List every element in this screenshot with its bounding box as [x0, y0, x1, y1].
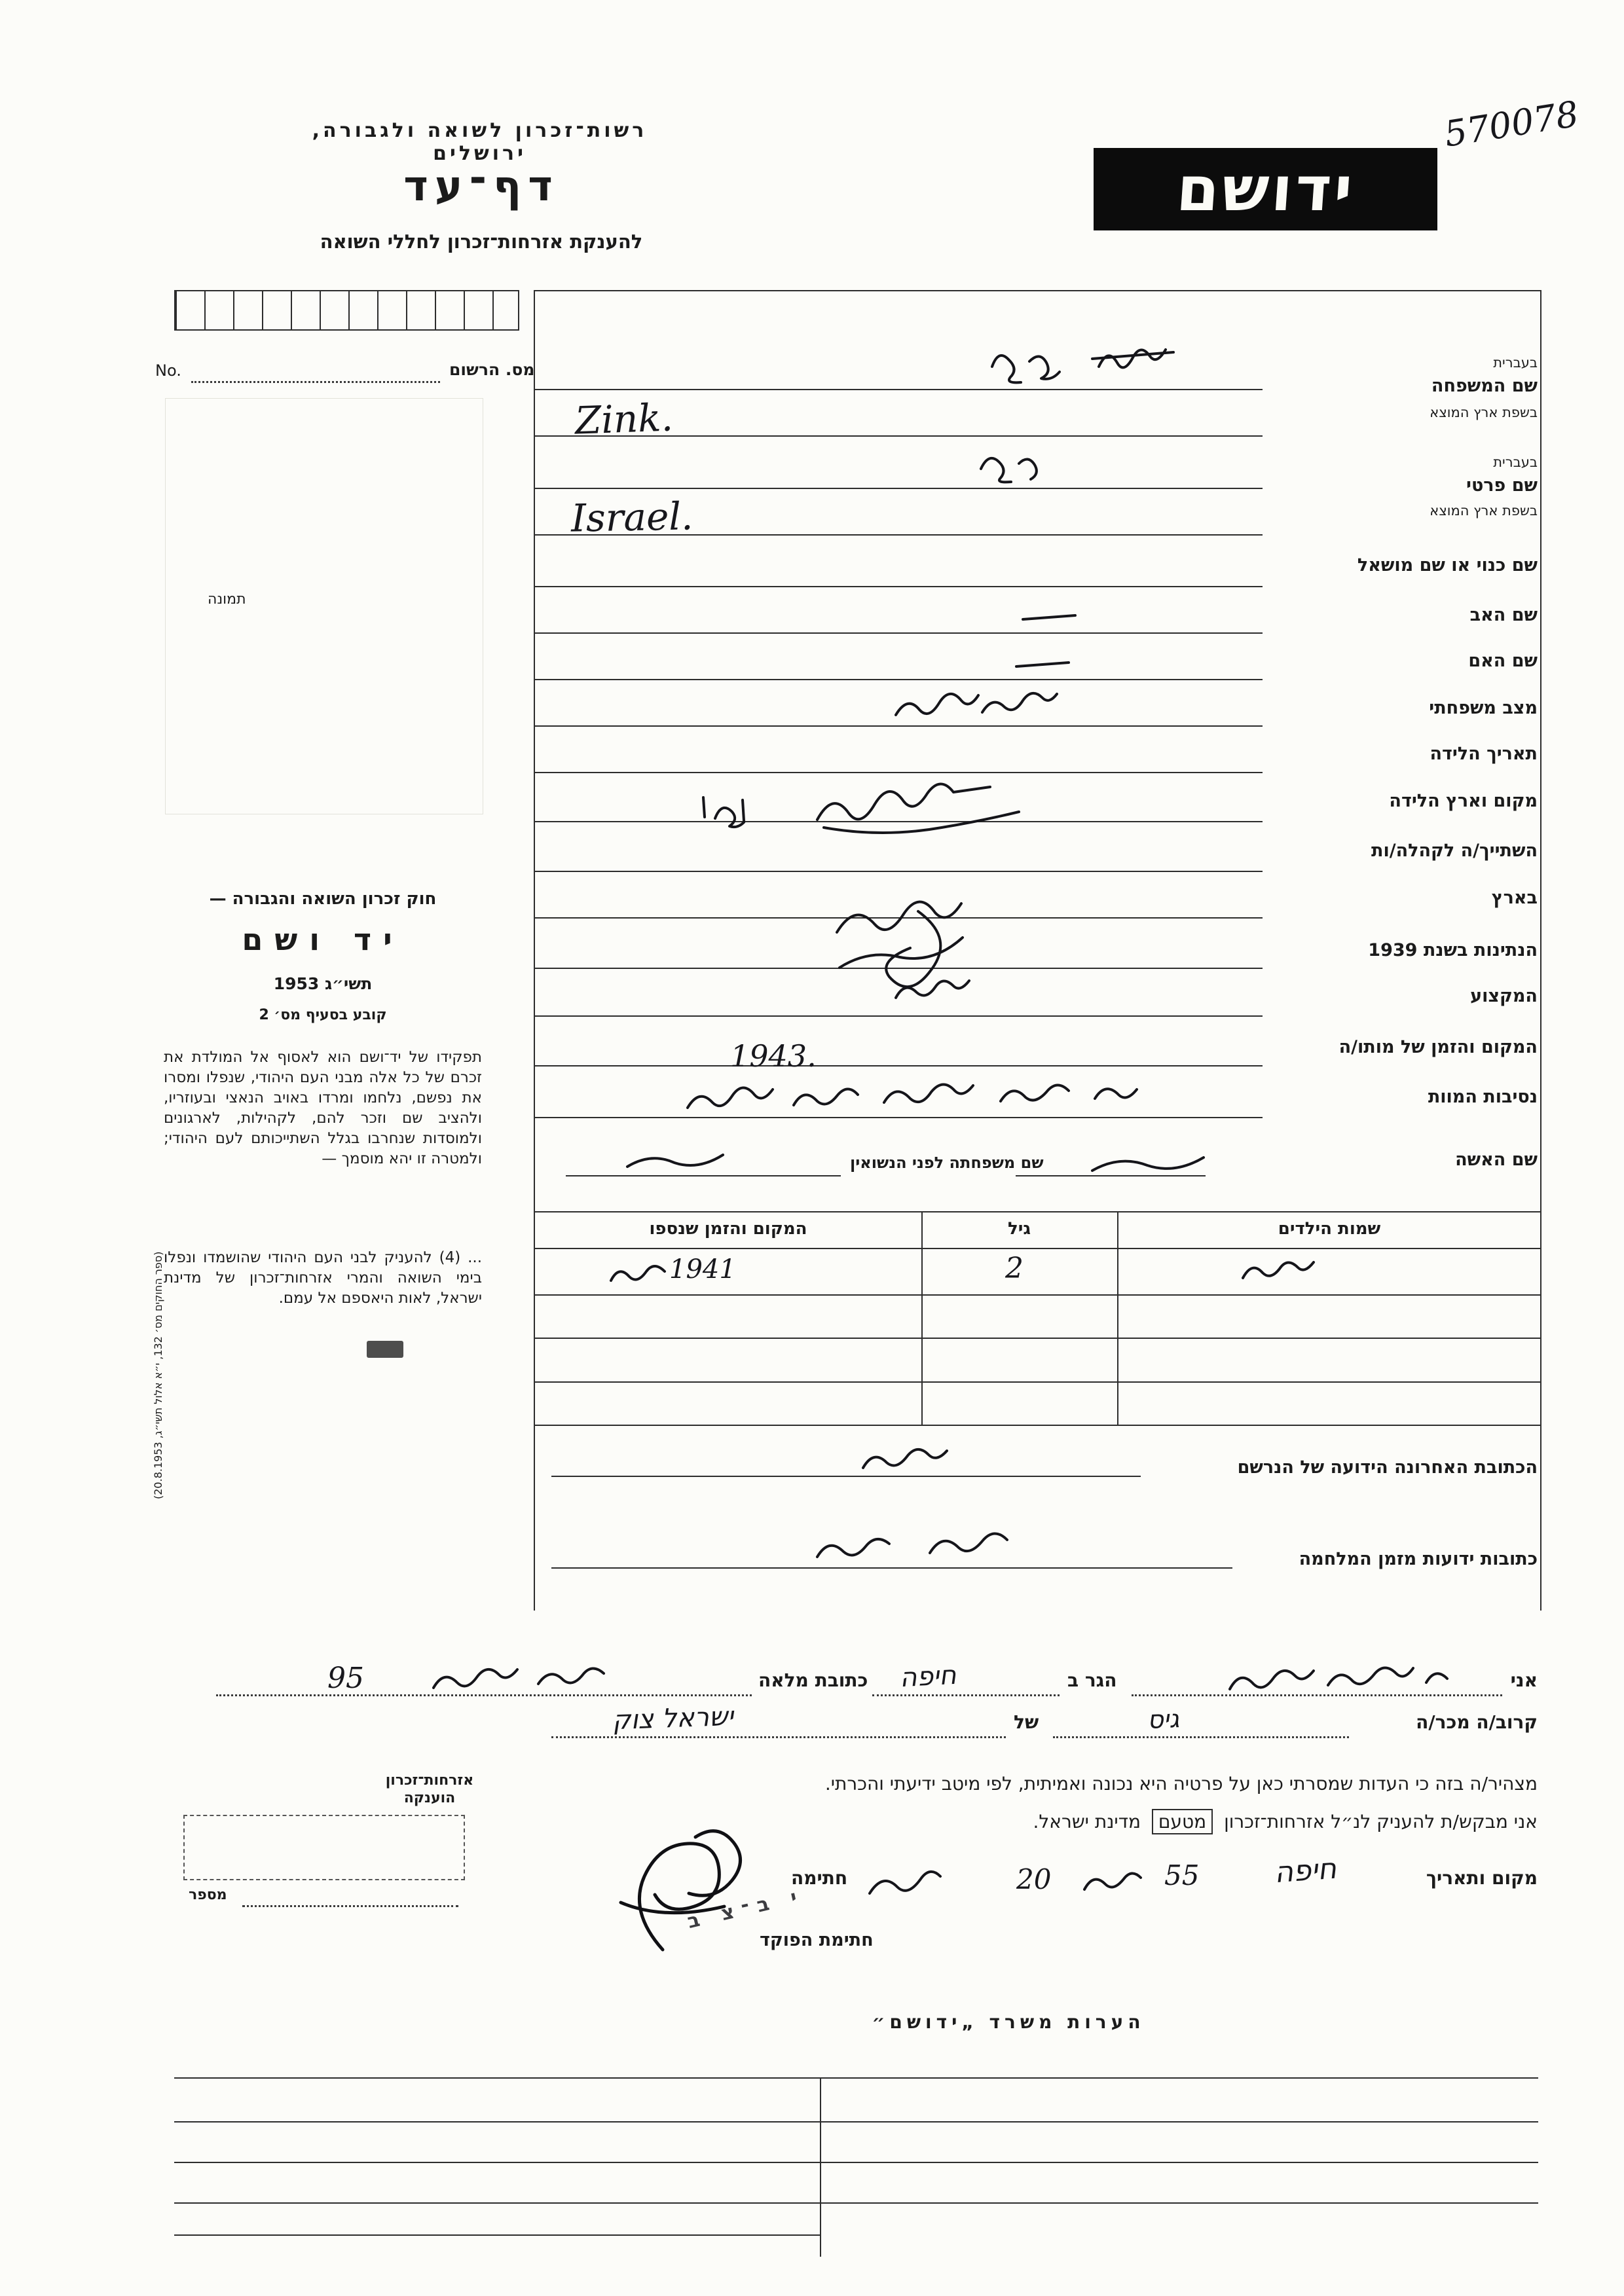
decl-residing: הגר ב [1067, 1669, 1117, 1691]
decl-relation-blank [1053, 1736, 1349, 1738]
hw-child-age: 2 [1005, 1252, 1024, 1285]
granted-number-label: מספר [189, 1887, 227, 1903]
decl-address-blank [216, 1694, 752, 1696]
decl-request-part2: מדינת ישראל. [1033, 1811, 1141, 1832]
label-community: השתייך/ה לקהלה/ות [1371, 841, 1538, 861]
law-paragraph-2: ... (4) להעניק לבני העם היהודי שהושמדו ונפלו בימי השואה והמרי אזרחות־זכרון של מדינת ישראל, לאות היאספם אל עמם. [164, 1249, 482, 1307]
field-line [535, 1065, 1263, 1066]
hw-residence-city: חיפה [898, 1660, 957, 1694]
field-line [535, 871, 1263, 872]
header-children-names: שמות הילדים [1278, 1219, 1381, 1239]
children-table-header-line [535, 1248, 1541, 1249]
war-addresses-line [551, 1567, 1232, 1569]
last-address-line [551, 1476, 1141, 1477]
hw-child-year: 1941 [669, 1254, 736, 1285]
hw-signature-20: 20 [1016, 1863, 1052, 1895]
official-signature-label: חתימת הפוקד [760, 1930, 874, 1950]
notes-ruled-line [174, 2162, 1538, 2163]
decl-statement: מצהיר/ה בזה כי העדות שמסרתי כאן על פרטיה היא נכונה ואמיתית, לפי מיטב ידיעתי והכרתי. [824, 1773, 1538, 1795]
law-title: חוק זכרון השואה והגבורה — [209, 889, 437, 909]
field-line [535, 488, 1263, 489]
label-family-origin: בשפת ארץ המוצא [1430, 405, 1538, 420]
hw-victim-name: ישראל צוק [612, 1701, 734, 1736]
hw-main-signature [621, 1831, 741, 1950]
hw-death-year: 1943. [730, 1038, 817, 1074]
label-birth-date: תאריך הלידה [1430, 744, 1538, 764]
field-line [535, 821, 1263, 822]
label-first-name: שם פרטי [1466, 475, 1538, 496]
notes-ruled-line [174, 2202, 1538, 2204]
wife-line-left [566, 1175, 841, 1176]
hw-squiggle-street [434, 1668, 604, 1688]
decl-city-blank [872, 1694, 1060, 1696]
field-line [535, 725, 1263, 727]
hw-squiggle-date-word [1084, 1873, 1141, 1889]
header-children-age: גיל [1007, 1219, 1031, 1239]
notes-ruled-line-short [174, 2234, 820, 2236]
decl-place-date: מקום ותאריך [1426, 1867, 1538, 1889]
field-line [535, 389, 1263, 390]
label-first-hebrew: בעברית [1493, 454, 1538, 470]
label-death-place: המקום והזמן של מותו/ה [1338, 1037, 1538, 1057]
label-family-hebrew: בעברית [1493, 355, 1538, 371]
label-profession: המקצוע [1470, 986, 1538, 1006]
serial-tick-box [174, 290, 519, 331]
label-last-address: הכתובת האחרונה הידועה של הנרשם [1237, 1457, 1538, 1478]
label-family-name: שם המשפחה [1431, 376, 1538, 396]
decl-request-part1: אני מבקש/ת להעניק לנ״ל אזרחות־זכרון [1224, 1811, 1538, 1832]
children-col-divider [921, 1211, 923, 1425]
censor-stamp-letters: י ב־צ ב [685, 1884, 807, 1934]
granted-number-blank [242, 1905, 458, 1907]
label-marital-status: מצב משפחתי [1429, 698, 1538, 718]
field-line [535, 586, 1263, 587]
page-title: דף־עד [403, 162, 559, 211]
yad-vashem-logo [1094, 148, 1437, 230]
field-line [535, 632, 1263, 634]
serial-tick-marks [175, 291, 518, 329]
notes-ruled-line [174, 2077, 1538, 2079]
children-row-line [535, 1425, 1541, 1426]
yad-vashem-logo-text: ידושם [1173, 153, 1357, 225]
field-line [535, 1117, 1263, 1118]
notes-ruled-line [174, 2121, 1538, 2123]
field-line [535, 1015, 1263, 1017]
label-citizenship: הנתינות בשנת 1939 [1368, 940, 1538, 960]
decl-of: של [1014, 1711, 1039, 1733]
redaction-smudge [367, 1341, 403, 1358]
org-line: רשות־זכרון לשואה ולגבורה, ירושלים [312, 119, 648, 165]
field-line [535, 772, 1263, 773]
field-line [535, 968, 1263, 969]
decl-full-address: כתובת מלאה [758, 1669, 868, 1691]
hw-first-name-latin: Israel. [570, 494, 693, 541]
header-children-place: המקום והזמן שנספו [649, 1219, 807, 1239]
children-row-line [535, 1294, 1541, 1296]
granted-box [183, 1815, 465, 1880]
field-line [535, 679, 1263, 680]
label-father: שם האב [1469, 605, 1538, 625]
decl-relative: קרוב/ה מכר/ה [1416, 1711, 1538, 1733]
decl-request-boxed-word: מטעם [1152, 1809, 1213, 1834]
label-mother: שם האם [1468, 651, 1538, 671]
children-col-divider [1117, 1211, 1118, 1425]
children-row-line [535, 1338, 1541, 1339]
page-subtitle: להענקת אזרחות־זכרון לחללי השואה [320, 230, 643, 253]
hw-house-number: 95 [327, 1662, 364, 1695]
field-line [535, 917, 1263, 919]
law-year: תשי״ג 1953 [273, 974, 373, 993]
hw-signature-city: חיפה [1273, 1851, 1338, 1890]
label-birth-place: מקום וארץ הלידה [1389, 791, 1538, 811]
children-row-line [535, 1381, 1541, 1383]
label-country: בארץ [1491, 888, 1538, 908]
decl-signature-label: חתימה [791, 1867, 848, 1889]
registration-label: מס. הרשום [449, 360, 535, 379]
office-notes-title: הערות משרד „ידושם״ [872, 2011, 1145, 2033]
label-war-addresses: כתובות ידועות מזמן המלחמה [1299, 1549, 1538, 1569]
label-first-origin: בשפת ארץ המוצא [1430, 503, 1538, 519]
hw-relation: גיס [1147, 1704, 1180, 1734]
law-citation: (ספר החוקים מס׳ 132, י״א אלול תשי״ג, 20.8.1953) [152, 1251, 164, 1499]
decl-i: אני [1510, 1669, 1538, 1691]
wife-line-right [1016, 1175, 1206, 1176]
children-table-top [535, 1211, 1541, 1212]
decl-request-line [1033, 1811, 1538, 1832]
granted-box-label: אזרחות־זכרון הוענקה [385, 1772, 474, 1806]
decl-name-blank [1132, 1694, 1502, 1696]
decl-victim-blank [551, 1736, 1006, 1738]
label-nickname: שם כנוי או שם מושאל [1357, 555, 1538, 575]
photo-label: תמונה [208, 591, 246, 608]
notes-divider [820, 2077, 821, 2257]
label-wife-maiden: שם משפחתה לפני הנשואין [850, 1154, 1044, 1172]
registration-no-label: No. [155, 361, 181, 380]
hw-small-signature [870, 1872, 940, 1893]
label-circumstances: נסיבות המוות [1428, 1087, 1538, 1107]
hw-family-name-latin: Zink. [574, 395, 674, 443]
handwritten-serial-number: 570078 [1441, 93, 1581, 155]
registration-no-line [191, 381, 440, 383]
law-name: יד ושם [242, 922, 404, 957]
label-wife-name: שם האשה [1455, 1150, 1538, 1170]
hw-signature-55: 55 [1164, 1859, 1200, 1891]
hw-squiggle-declarant-name [1230, 1667, 1447, 1689]
law-section: קובע בסעיף מס׳ 2 [259, 1007, 387, 1023]
law-paragraph-1: תפקידו של יד־ושם הוא לאסוף אל המולדת את זכרם של כל אלה מבני העם היהודי, שנפלו ומסרו את נפשם, נלחמו ומרדו באויב הנאצי ובעוזריו, ולהציב שם וזכר להם, לקהילות, לארגונים ולמוסדות שנחרבו בגלל השתייכותם לעם היהודי; ולמטרה זו יהא מוסמך — [164, 1049, 482, 1167]
